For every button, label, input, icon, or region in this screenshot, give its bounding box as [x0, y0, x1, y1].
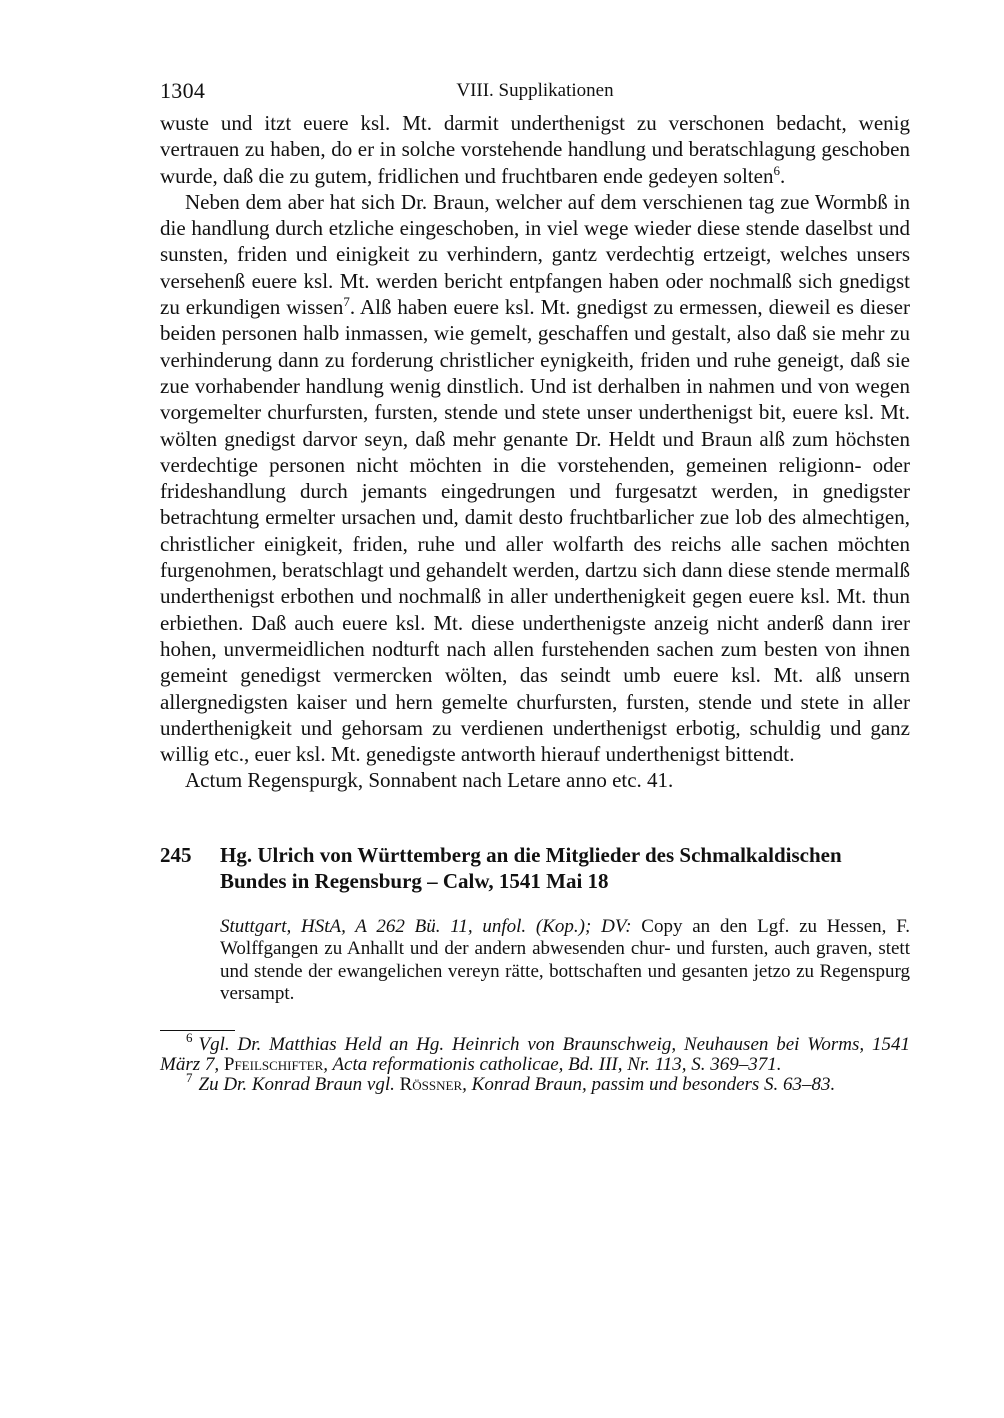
page-number: 1304 [160, 78, 206, 103]
footnote-7 [160, 1070, 910, 1095]
footnote-text: Vgl. Dr. Matthias Held an Hg. Heinrich von Braunschweig, Neuhausen bei Worms, 1541 März 7, [160, 1033, 910, 1075]
paragraph-1 [160, 110, 910, 189]
footnote-mark: 6 [186, 1030, 193, 1046]
source-description: Copy an den Lgf. zu Hessen, F. Wolffgangen zu Anhallt und der andern abwesenden chur- und fursten, auch graven, stett und stende der ewangelichen vereyn rätte, bottschaften und gesanten jetzo zu Regenspurg versampt. [220, 915, 910, 1005]
footnote-ref-7[interactable]: 7 [343, 294, 350, 310]
document-heading [160, 842, 910, 894]
source-note [220, 916, 910, 1006]
paragraph-1-text: wuste und itzt euere ksl. Mt. darmit underthenigst zu verschonen bedacht, wenig vertrauen zu haben, do er in solche vorstehende handlung und beratschlagung geschoben wurde, daß die zu gutem, fridlichen und fruchtbaren ende gedeyen solten [160, 111, 910, 188]
footnote-text: , Acta reformationis catholicae, Bd. III, Nr. 113, S. 369–371. [323, 1053, 782, 1075]
paragraph-2 [160, 189, 910, 768]
footnote-text: , Konrad Braun, passim und besonders S. 63–83. [462, 1073, 836, 1095]
paragraph-3: Actum Regenspurgk, Sonnabent nach Letare anno etc. 41. [185, 768, 674, 793]
paragraph-1-end: . [779, 163, 786, 188]
footnote-divider [160, 1030, 235, 1031]
footnotes [160, 1030, 910, 1095]
running-title: VIII. Supplikationen [456, 80, 614, 101]
document-title: Hg. Ulrich von Württemberg an die Mitglieder des Schmalkaldischen Bundes in Regensburg – Calw, 1541 Mai 18 [220, 842, 842, 893]
source-citation: Stuttgart, HStA, A 262 Bü. 11, unfol. (Kop.); DV: [220, 915, 632, 937]
footnote-author: Pfeilschifter [223, 1053, 324, 1075]
paragraph-2-text-b: . Alß haben euere ksl. Mt. gnedigst zu ermessen, dieweil es dieser beiden personen halb inmassen, wie gemelt, geschaffen und gestalt, also daß sie mehr zu verhinderung dann zu forderung christlicher eynigkeith, friden und ruhe geneigt, daß sie zue vorhabender handlung wenig dinstlich. Und ist derhalben in nahmen und von wegen vorgemelter churfursten, fursten, stende und stete unser underthenigst bit, euere ksl. Mt. wölten gnedigst darvor seyn, daß mehr genante Dr. Heldt und Braun alß zum höchsten verdechtige personen nicht möchten in die vorstehenden, gemeinen religionn- oder frideshandlung durch jemants eingedrungen und furgesatzt werden, in gnedigster betrachtung ermelter ursachen und, damit desto fruchtbarlicher zue lob des almechtigen, christlicher einigkeit, friden, ruhe und aller wolfarth des reichs alle sachen möchten furgenohmen, beratschlagt und gehandelt werden, dartzu sich dann diese stende mermalß underthenigst erbothen und nochmalß in aller underthenigkeit gegen euere ksl. Mt. thun erbiethen. Daß auch euere ksl. Mt. diese underthenigste anzeig nicht anderß dann irer hohen, unvermeidlichen nodturft nach allen furstehenden sachen zum besten von ihnen gemeint genedigst vermercken wölten, das seindt umb euere ksl. Mt. alß unsern allergnedigsten kaiser und hern gemelte churfursten, fursten, stende und stete in aller underthenigkeit und gehorsam zu verdienen underthenigst erbotig, schuldig und ganz willig etc., euer ksl. Mt. genedigste antworth hierauf underthenigst bittendt. [160, 295, 910, 767]
paragraph-2-text-a: Neben dem aber hat sich Dr. Braun, welcher auf dem verschienen tag zue Wormbß in die handlung durch etzliche eingeschoben, in viel wege wieder diese stende daselbst und sunsten, friden und einigkeit zu verhindern, gantz verdechtig ertzeigt, welches unsers versehenß euere ksl. Mt. werden bericht entpfangen haben oder nochmalß sich gnedigst zu erkundigen wissen [160, 189, 910, 320]
footnote-ref-6[interactable]: 6 [773, 162, 780, 178]
document-number: 245 [160, 842, 192, 867]
footnote-6 [160, 1030, 910, 1075]
body-text [160, 110, 910, 794]
page-header [160, 76, 910, 110]
footnote-author: Rössner [399, 1073, 463, 1095]
footnote-mark: 7 [186, 1070, 193, 1086]
footnote-text: Zu Dr. Konrad Braun vgl. [198, 1073, 395, 1095]
page [160, 76, 910, 1095]
